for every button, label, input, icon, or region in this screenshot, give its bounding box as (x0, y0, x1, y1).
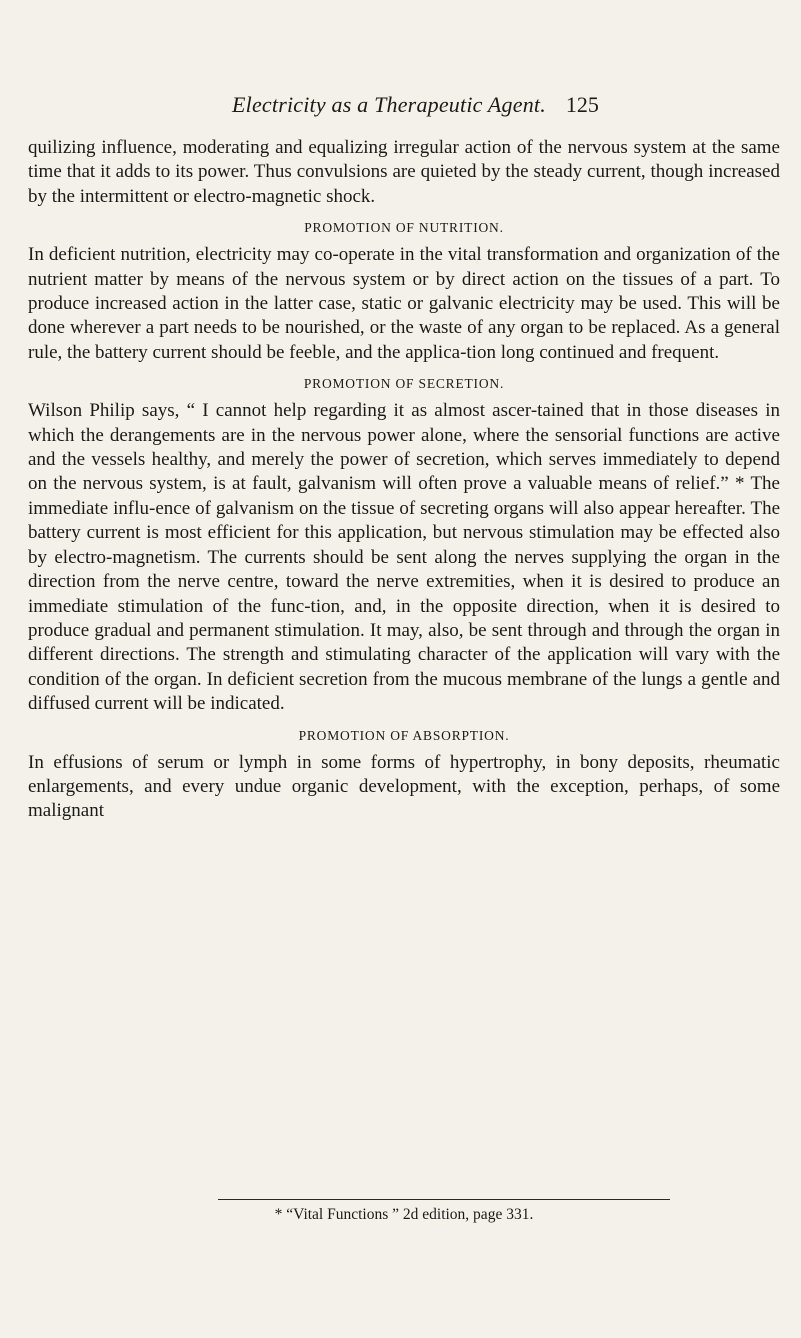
page-header (232, 92, 772, 122)
footnote-divider (218, 1199, 670, 1200)
paragraph-absorption: In effusions of serum or lymph in some forms of hypertrophy, in bony deposits, rheumatic enlargements, and every undue organic development, with the exception, perhaps, of some malignant (28, 751, 780, 822)
paragraph-nutrition: In deficient nutrition, electricity may co-operate in the vital transformation and organization of the nutrient matter by means of the nervous system or by direct action on the tissues of a part. To produce increased action in the latter case, static or galvanic electricity may be used. This will be done wherever a part needs to be nourished, or the waste of any organ to be replaced. As a general rule, the battery current should be feeble, and the applica-tion long continued and frequent. (28, 244, 780, 363)
running-head: Electricity as a Therapeutic Agent. (232, 92, 546, 117)
section-heading-absorption: PROMOTION OF ABSORPTION. (298, 727, 510, 743)
section-heading-secretion: PROMOTION OF SECRETION. (303, 376, 505, 392)
footnote: * “Vital Functions ” 2d edition, page 331. (274, 1206, 534, 1223)
section-heading-nutrition: PROMOTION OF NUTRITION. (304, 220, 504, 236)
paragraph-secretion: Wilson Philip says, “ I cannot help regarding it as almost ascer-tained that in those diseases in which the derangements are in the nervous power alone, where the sensorial functions are active and the vessels healthy, and merely the power of secretion, which serves immediately to depend on the nervous system, is at fault, galvanism will often prove a valuable means of relief.” * The immediate influ-ence of galvanism on the tissue of secreting organs will also appear hereafter. The battery current is most efficient for this application, but nervous stimulation may be effected also by electro-magnetism. The currents should be sent along the nerves supplying the organ in the direction from the nerve centre, toward the nerve extremities, when it is desired to produce an immediate stimulation of the func-tion, and, in the opposite direction, when it is desired to produce gradual and permanent stimulation. It may, also, be sent through and through the organ in different directions. The strength and stimulating character of the application will vary with the condition of the organ. In deficient secretion from the mucous membrane of the lungs a gentle and diffused current will be indicated. (28, 400, 780, 715)
page-number: 125 (565, 92, 599, 117)
page-body (28, 136, 780, 824)
paragraph-continued: quilizing influence, moderating and equalizing irregular action of the nervous system at the same time that it adds to its power. Thus convulsions are quieted by the steady current, though increased by the intermittent or electro-magnetic shock. (28, 137, 780, 207)
